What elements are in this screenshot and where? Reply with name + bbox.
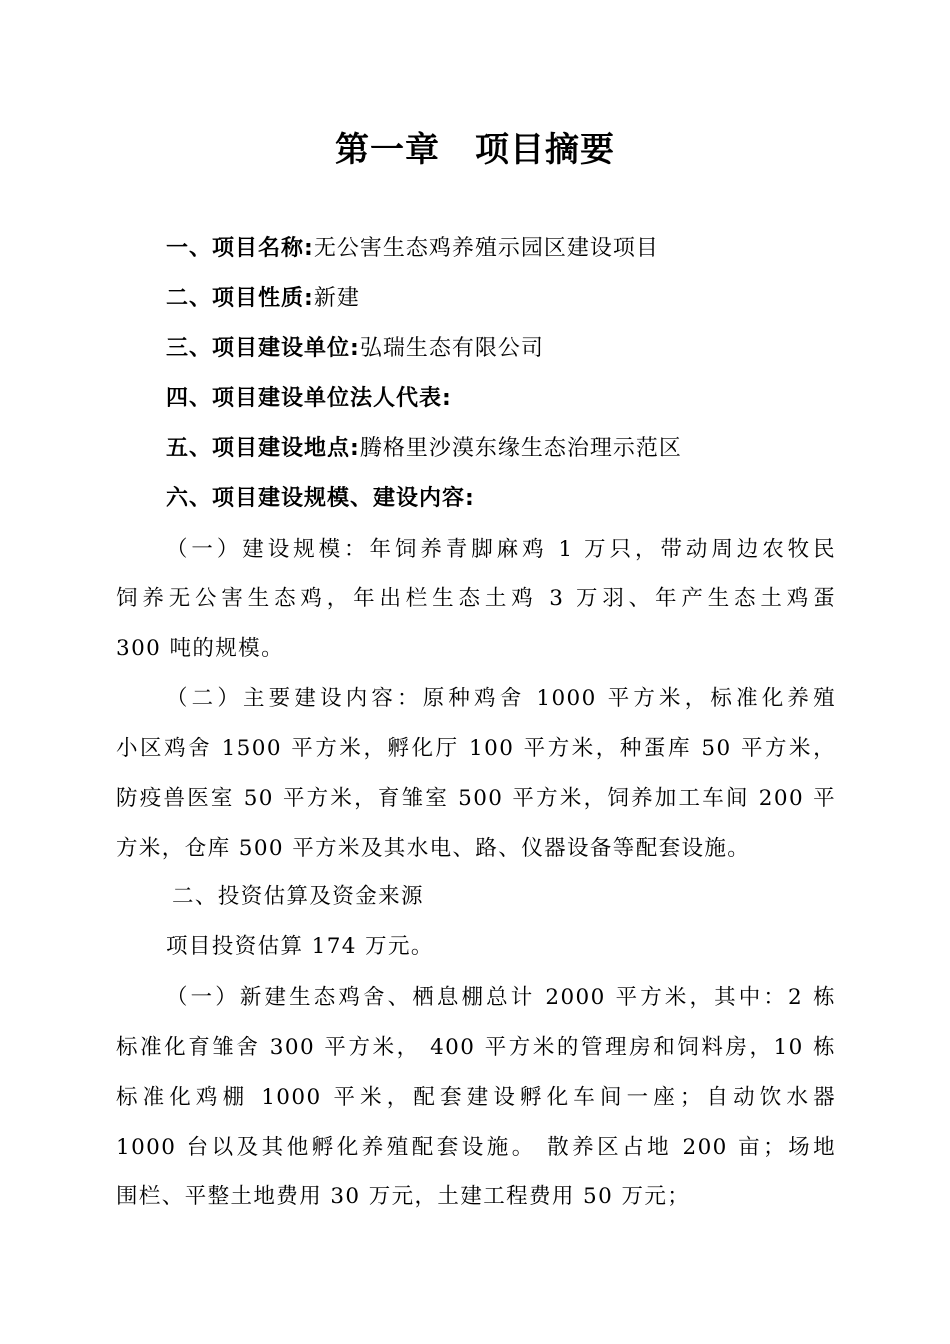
item-label: 三、项目建设单位: bbox=[166, 336, 360, 361]
body-line: 方米，仓库 500 平方米及其水电、路、仪器设备等配套设施。 bbox=[116, 836, 751, 861]
body-line: 围栏、平整土地费用 30 万元，土建工程费用 50 万元； bbox=[116, 1184, 691, 1209]
body-line: 饲养无公害生态鸡，年出栏生态土鸡 3 万羽、年产生态土鸡蛋 bbox=[116, 586, 836, 611]
body-line: 标准化鸡棚 1000 平米，配套建设孵化车间一座；自动饮水器 bbox=[116, 1085, 836, 1110]
item-label: 六、项目建设规模、建设内容: bbox=[166, 486, 475, 511]
chapter-title: 第一章 项目摘要 bbox=[335, 130, 615, 170]
item-label: 四、项目建设单位法人代表: bbox=[166, 386, 452, 411]
body-line: 1000 台以及其他孵化养殖配套设施。 散养区占地 200 亩；场地 bbox=[116, 1135, 836, 1160]
item-value: 弘瑞生态有限公司 bbox=[359, 336, 544, 361]
item-value: 新建 bbox=[313, 286, 360, 311]
item-label: 一、项目名称: bbox=[166, 236, 314, 261]
item-label: 五、项目建设地点: bbox=[166, 436, 360, 461]
body-line: （一）新建生态鸡舍、栖息棚总计 2000 平方米，其中：2 栋 bbox=[166, 985, 836, 1010]
body-line: 标准化育雏舍 300 平方米， 400 平方米的管理房和饲料房，10 栋 bbox=[116, 1035, 836, 1060]
body-line: 小区鸡舍 1500 平方米，孵化厅 100 平方米，种蛋库 50 平方米， bbox=[116, 736, 836, 761]
body-line: （二）主要建设内容：原种鸡舍 1000 平方米，标准化养殖 bbox=[166, 686, 836, 711]
item-construction-unit bbox=[166, 334, 544, 364]
item-value: 无公害生态鸡养殖示园区建设项目 bbox=[313, 236, 659, 261]
item-label: 二、项目性质: bbox=[166, 286, 314, 311]
item-construction-site bbox=[166, 434, 682, 464]
item-project-name bbox=[166, 234, 659, 264]
item-scale-content bbox=[166, 484, 475, 514]
body-line: （一）建设规模：年饲养青脚麻鸡 1 万只，带动周边农牧民 bbox=[166, 537, 836, 562]
item-legal-representative bbox=[166, 384, 452, 414]
body-line: 300 吨的规模。 bbox=[116, 636, 284, 661]
item-project-nature bbox=[166, 284, 360, 314]
item-value: 腾格里沙漠东缘生态治理示范区 bbox=[359, 436, 682, 461]
body-line: 项目投资估算 174 万元。 bbox=[166, 934, 434, 959]
section-heading: 二、投资估算及资金来源 bbox=[172, 884, 424, 909]
body-line: 防疫兽医室 50 平方米，育雏室 500 平方米，饲养加工车间 200 平 bbox=[116, 786, 836, 811]
